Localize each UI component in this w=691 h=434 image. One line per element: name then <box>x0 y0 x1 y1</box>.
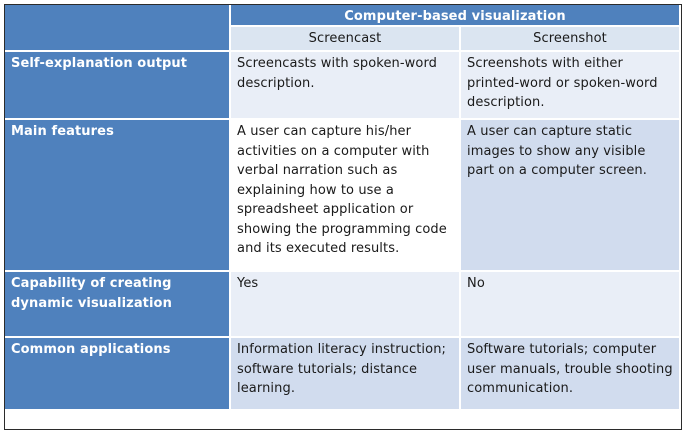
row-header-capability: Capability of creating dynamic visualization <box>5 272 231 338</box>
cell-self-explanation-screencast: Screencasts with spoken-word description. <box>231 52 461 120</box>
group-header: Computer-based visualization <box>231 5 681 27</box>
cell-common-applications-screenshot: Software tutorials; computer user manuals, trouble shooting communication. <box>461 338 681 411</box>
table-grid <box>5 5 681 429</box>
cell-capability-screenshot: No <box>461 272 681 338</box>
column-header-screencast: Screencast <box>231 27 461 52</box>
cell-common-applications-screencast: Information literacy instruction; software tutorials; distance learning. <box>231 338 461 411</box>
cell-capability-screencast: Yes <box>231 272 461 338</box>
cell-main-features-screenshot: A user can capture static images to show any visible part on a computer screen. <box>461 120 681 272</box>
column-header-screenshot: Screenshot <box>461 27 681 52</box>
row-header-main-features: Main features <box>5 120 231 272</box>
row-header-common-applications: Common applications <box>5 338 231 411</box>
row-header-self-explanation: Self-explanation output <box>5 52 231 120</box>
table-corner-cell <box>5 5 231 52</box>
comparison-table <box>4 4 682 430</box>
cell-self-explanation-screenshot: Screenshots with either printed-word or spoken-word description. <box>461 52 681 120</box>
cell-main-features-screencast: A user can capture his/her activities on a computer with verbal narration such as explaining how to use a spreadsheet application or showing the programming code and its executed results. <box>231 120 461 272</box>
